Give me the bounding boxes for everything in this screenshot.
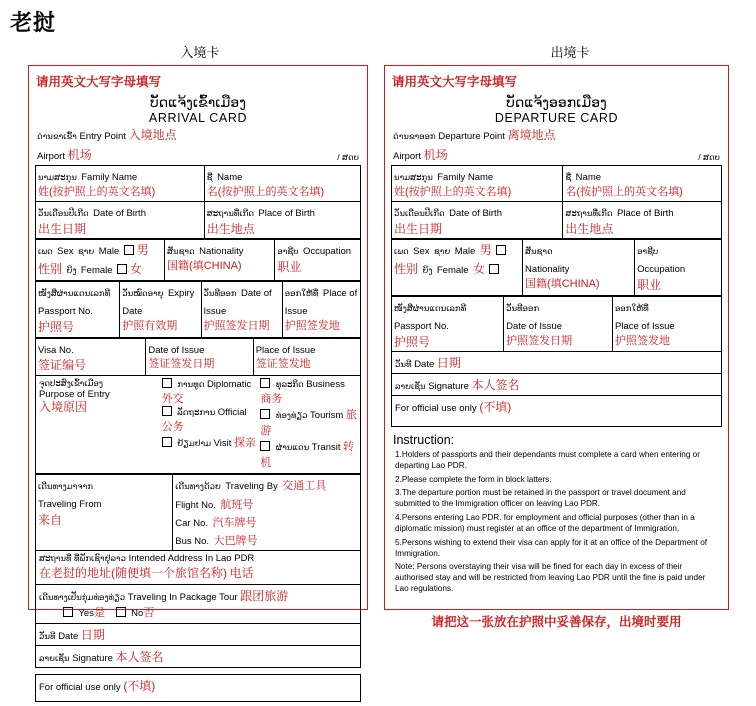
table-row (36, 240, 361, 281)
arrival-sex-row (35, 239, 361, 281)
dep-field-occupation[interactable] (635, 240, 722, 295)
package-tour-cn: 跟团旅游 (240, 589, 289, 604)
entry-point-en: Entry Point (79, 131, 126, 143)
dep-issue-date-lao: ວັນທີອອກ (506, 302, 540, 313)
departure-card (384, 65, 729, 610)
departure-name-row (391, 165, 722, 239)
dep-nationality-en: Nationality (525, 264, 570, 276)
bus-no-en: Bus No. (175, 535, 210, 547)
airport-en: Airport (37, 151, 65, 163)
dep-field-date[interactable] (391, 352, 722, 374)
dep-given-name-cn: 名(按护照上的英文名填) (565, 186, 683, 198)
dep-sex-lao: ເພດ (394, 246, 409, 257)
address-phone-cn: 电话 (229, 566, 254, 581)
field-visa-issue-place[interactable] (253, 338, 360, 375)
package-tour-yes-cn: 是 (93, 607, 105, 620)
table-row (392, 240, 722, 295)
car-no-cn: 汽车牌号 (212, 516, 257, 529)
arrival-airport-row (35, 145, 361, 165)
table-row (36, 338, 361, 375)
sex-female-cn: 女 (130, 262, 143, 277)
purpose-option-diplomatic[interactable] (162, 378, 259, 406)
departure-sex-row (391, 239, 722, 295)
table-row (36, 282, 361, 337)
business-lao: ທຸລະກິດ (275, 378, 304, 389)
dep-nationality-cn: 国籍(填CHINA) (525, 278, 600, 291)
traveling-by-lao: ເດີນທາງດ້ວຍ (175, 480, 221, 491)
official-lao: ລັດຖະການ (177, 406, 216, 417)
departure-point-cn: 离境地点 (507, 128, 556, 143)
visa-no-cn: 签证编号 (38, 358, 87, 373)
instruction-list (391, 450, 722, 595)
tourism-cn: 旅游 (260, 408, 357, 437)
arrival-travel-row (35, 474, 361, 552)
purpose-en: Purpose of Entry (39, 388, 110, 400)
dep-sex-female-en: Female (436, 265, 469, 277)
passport-issue-place-cn: 护照签发地 (284, 320, 340, 333)
dep-field-signature[interactable] (391, 374, 722, 396)
departure-point-row (391, 127, 722, 145)
family-name-lao: ນາມສະກຸນ (38, 172, 77, 183)
departure-point-lao: ດ່ານຂາອອກ (393, 131, 436, 142)
dep-field-nationality[interactable] (523, 240, 635, 295)
diplomatic-lao: ການທູດ (177, 378, 205, 389)
traveling-from-lao: ເດີນທາງມາຈາກ (38, 480, 93, 491)
purpose-option-official[interactable] (162, 406, 259, 434)
dep-sex-male-cn: 男 (479, 243, 492, 258)
package-tour-yes-en: Yes (78, 608, 94, 620)
dep-family-name-cn: 姓(按护照上的英文名填) (394, 186, 512, 198)
passport-issue-place-en: Place of Issue (284, 288, 358, 318)
purpose-col-1 (162, 378, 259, 470)
dep-pob-lao: ສະຖານທີ່ເກີດ (565, 208, 613, 219)
field-traveling-from[interactable] (36, 474, 173, 551)
departure-airport-row (391, 145, 722, 165)
dep-field-official-use (391, 396, 722, 427)
entry-point-cn: 入境地点 (128, 128, 177, 143)
dep-issue-date-en: Date of Issue (506, 320, 563, 332)
bus-no-cn: 大巴牌号 (213, 534, 258, 547)
dep-field-issue-date[interactable] (504, 296, 613, 351)
arrival-entry-point-row (35, 127, 361, 145)
passport-no-en: Passport No. (38, 306, 93, 318)
field-date-of-birth[interactable] (36, 202, 205, 239)
dep-dob-cn: 出生日期 (394, 222, 443, 237)
address-en: Intended Address In Lao PDR (128, 553, 255, 565)
dep-official-use-en: For official use only (395, 402, 477, 414)
nationality-en: Nationality (199, 246, 244, 258)
car-no-en: Car No. (175, 517, 208, 529)
tourism-checkbox[interactable] (260, 409, 270, 419)
dep-field-passport-no[interactable] (392, 296, 504, 351)
sex-male-lao: ຊາຍ (78, 246, 95, 257)
dep-field-place-of-birth[interactable] (563, 202, 722, 239)
traveling-from-en: Traveling From (38, 498, 102, 510)
purpose-option-business[interactable] (260, 378, 357, 406)
field-purpose-of-entry (35, 376, 361, 474)
dep-airport-right-lao: / ສດບ (698, 152, 720, 163)
field-place-of-birth[interactable] (204, 202, 360, 239)
occupation-lao: ອາຊີບ (277, 246, 299, 257)
arrival-name-row (35, 165, 361, 239)
sex-female-checkbox[interactable] (117, 264, 127, 274)
dep-nationality-lao: ສັນຊາດ (525, 246, 553, 257)
arrival-lao-title: ບັດແຈ້ງເຂົ້າເມືອງ (150, 94, 246, 110)
instruction-item: 2.Please complete the form in block latters. (395, 474, 552, 484)
sex-female-lao: ຍິງ (66, 265, 77, 276)
field-intended-address[interactable] (35, 551, 361, 585)
dep-family-name-en: Family Name (437, 172, 494, 184)
dep-airport-en: Airport (393, 151, 421, 163)
dep-sex-male-en: Male (454, 246, 476, 258)
dep-family-name-lao: ນາມສະກຸນ (394, 172, 433, 183)
instruction-note: Note: Persons overstaying their visa will be fined for each day in excess of their authorised stay and will be restricted from leaving Lao PDR until the fine is paid under Lao regulations. (395, 562, 706, 593)
visit-cn: 探亲 (233, 436, 256, 449)
passport-issue-date-en: Date of Issue (203, 288, 272, 318)
entry-point-lao: ດ່ານຂາເຂົ້າ (37, 131, 77, 142)
visa-no-en: Visa No. (38, 344, 74, 356)
field-occupation[interactable] (275, 240, 361, 281)
field-passport-issue-place[interactable] (282, 282, 360, 337)
passport-issue-date-cn: 护照签发日期 (203, 320, 270, 333)
sex-lao: ເພດ (38, 246, 53, 257)
dep-official-use-cn: (不填) (479, 399, 512, 414)
package-tour-no-en: No (131, 608, 144, 620)
date-cn: 日期 (80, 628, 105, 643)
dep-signature-lao: ລາຍເຊັນ (395, 380, 426, 391)
tourism-en: Tourism (310, 409, 344, 421)
table-row (392, 296, 722, 351)
field-package-tour[interactable] (35, 585, 361, 624)
departure-lao-title: ບັດແຈ້ງອອກເມືອງ (506, 94, 607, 110)
family-name-cn: 姓(按护照上的英文名填) (38, 186, 156, 198)
dep-issue-place-lao: ອອກໃຫ້ທີ່ (615, 302, 649, 313)
sex-en: Sex (57, 246, 74, 258)
dep-date-en: Date (414, 358, 435, 370)
package-tour-no-checkbox[interactable] (116, 607, 126, 617)
occupation-cn: 职业 (277, 260, 302, 275)
dep-occupation-lao: ອາຊີບ (637, 246, 659, 257)
dep-given-name-lao: ຊື່ (565, 172, 572, 183)
table-row (392, 166, 722, 202)
table-row (392, 202, 722, 239)
dep-passport-no-lao: ໜັງສືຜ່ານແດນເລກທີ (394, 302, 467, 313)
visit-en: Visit (213, 437, 232, 449)
official-use-cn: (不填) (123, 679, 156, 694)
dep-occupation-en: Occupation (637, 264, 686, 276)
dep-field-date-of-birth[interactable] (392, 202, 563, 239)
dep-signature-en: Signature (428, 380, 469, 392)
given-name-cn: 名(按护照上的英文名填) (206, 186, 325, 198)
transit-en: Transit (311, 441, 341, 453)
dob-cn: 出生日期 (38, 222, 87, 237)
field-passport-expiry[interactable] (120, 282, 201, 337)
visa-issue-date-en: Date of Issue (148, 344, 205, 356)
official-cn: 公务 (161, 420, 184, 433)
pob-en: Place of Birth (258, 208, 315, 220)
sex-female-en: Female (80, 265, 113, 277)
passport-no-lao: ໜັງສືຜ່ານແດນເລກທີ (38, 288, 111, 299)
purpose-label (39, 378, 160, 470)
signature-cn: 本人签名 (115, 650, 164, 665)
table-row (36, 202, 361, 239)
arrival-notice: 请用英文大写字母填写 (36, 75, 162, 89)
traveling-by-en: Traveling By (225, 480, 278, 492)
field-passport-issue-date[interactable] (201, 282, 282, 337)
passport-issue-date-lao: ວັນທີອອກ (203, 288, 237, 299)
family-name-en: Family Name (81, 172, 138, 184)
sex-male-cn: 男 (136, 243, 149, 258)
signature-lao: ລາຍເຊັນ (39, 653, 70, 664)
given-name-lao: ຊື່ (206, 172, 213, 183)
dep-airport-cn: 机场 (423, 148, 448, 163)
dep-passport-no-en: Passport No. (394, 320, 449, 332)
traveling-from-cn: 来自 (38, 512, 63, 527)
departure-en-title: DEPARTURE CARD (494, 111, 619, 126)
expiry-lao: ວັນໝົດອາຍຸ (122, 288, 164, 299)
field-nationality[interactable] (165, 240, 275, 281)
visit-lao: ຢ້ຽມຢາມ (177, 437, 212, 448)
airport-right-lao: / ສດບ (337, 152, 359, 163)
dep-field-sex[interactable] (392, 240, 523, 295)
dep-occupation-cn: 职业 (637, 278, 662, 293)
diplomatic-checkbox[interactable] (162, 378, 172, 388)
sex-cn: 性别 (38, 262, 63, 277)
purpose-col-2 (260, 378, 357, 470)
traveling-by-cn: 交通工具 (282, 479, 327, 492)
instruction-item: 3.The departure portion must be retained in the passport or travel document and submitted to the Immigration officer on leaving Lao PDR. (395, 488, 686, 509)
visa-issue-place-en: Place of Issue (255, 344, 316, 356)
purpose-cn: 入境原因 (39, 399, 88, 414)
dob-en: Date of Birth (93, 208, 146, 220)
dep-passport-no-cn: 护照号 (394, 334, 431, 349)
purpose-option-visit[interactable] (162, 434, 259, 450)
flight-no-cn: 航班号 (220, 498, 254, 511)
package-tour-en: Traveling In Package Tour (127, 592, 238, 604)
package-tour-yes-checkbox[interactable] (63, 607, 73, 617)
dep-pob-cn: 出生地点 (565, 222, 614, 237)
dep-dob-en: Date of Birth (449, 208, 502, 220)
address-cn: 在老挝的地址(随便填一个旅馆名称) (39, 566, 227, 581)
passport-no-cn: 护照号 (38, 320, 75, 335)
field-sex[interactable] (36, 240, 165, 281)
dep-sex-male-lao: ຊາຍ (434, 246, 451, 257)
nationality-lao: ສັນຊາດ (167, 246, 195, 257)
field-given-name[interactable] (204, 166, 360, 202)
pob-lao: ສະຖານທີ່ເກີດ (206, 208, 254, 219)
signature-en: Signature (72, 653, 113, 665)
instruction-item: 1.Holders of passports and their dependants must complete a card when entering or departing Lao PDR. (395, 449, 700, 470)
dep-issue-place-cn: 护照签发地 (615, 334, 671, 347)
dep-sex-en: Sex (413, 246, 430, 258)
given-name-en: Name (217, 172, 243, 184)
page-title: 老挝 (10, 10, 57, 35)
arrival-card (28, 65, 368, 694)
diplomatic-en: Diplomatic (206, 378, 252, 390)
transit-checkbox[interactable] (260, 441, 270, 451)
dep-issue-place-en: Place of Issue (615, 320, 675, 332)
diplomatic-cn: 外交 (161, 392, 184, 405)
dep-given-name-en: Name (575, 172, 602, 184)
dep-pob-en: Place of Birth (617, 208, 674, 220)
purpose-lao: ຈຸດປະສົງເຂົ້າເມືອງ (39, 377, 104, 388)
column-heading-departure: 出境卡 (550, 45, 590, 60)
dep-dob-lao: ວັນເດືອນປີເກີດ (394, 208, 445, 219)
departure-notice: 请用英文大写字母填写 (392, 75, 518, 89)
field-official-use (35, 674, 361, 702)
field-signature[interactable] (35, 646, 361, 668)
dep-signature-cn: 本人签名 (471, 377, 520, 392)
instruction-item: 4.Persons entering Lao PDR. for employment and official purposes (other than in a diplomatic mission) must register at an office of the department of Immigration. (395, 513, 695, 533)
date-lao: ວັນທີ (39, 631, 56, 642)
field-visa-no[interactable] (36, 338, 146, 375)
package-tour-lao: ເດີນທາງເປັນກຸ່ມທ່ອງທ່ຽວ (39, 592, 126, 603)
instruction-item: 5.Persons wishing to extend their visa can apply for it at an office of the Department of Immigration. (395, 537, 708, 558)
dep-issue-date-cn: 护照签发日期 (506, 334, 573, 347)
purpose-option-transit[interactable] (260, 438, 357, 470)
dep-sex-female-checkbox[interactable] (489, 264, 499, 274)
dep-date-lao: ວັນທີ (395, 358, 412, 369)
arrival-en-title: ARRIVAL CARD (148, 111, 248, 126)
dep-sex-cn: 性别 (394, 262, 419, 277)
field-visa-issue-date[interactable] (146, 338, 253, 375)
dob-lao: ວັນເດືອນປີເກີດ (38, 208, 89, 219)
flight-no-en: Flight No. (175, 499, 216, 511)
dep-sex-female-cn: 女 (473, 262, 486, 277)
visit-checkbox[interactable] (162, 437, 172, 447)
business-cn: 商务 (260, 392, 283, 405)
address-lao: ສະຖານທີ່ ທີ່ພັກເຊົາຢູ່ລາວ (39, 553, 126, 564)
pob-cn: 出生地点 (206, 222, 255, 237)
dep-sex-female-lao: ຍິງ (422, 265, 433, 276)
date-en: Date (58, 631, 79, 643)
table-row (36, 166, 361, 202)
transit-cn: 转机 (260, 440, 354, 469)
official-en: Official (217, 406, 247, 418)
passport-issue-place-lao: ອອກໃຫ້ທີ່ (284, 288, 319, 299)
dep-field-issue-place[interactable] (613, 296, 722, 351)
business-en: Business (306, 378, 345, 390)
tourism-lao: ທ່ອງທ່ຽວ (275, 409, 308, 420)
official-use-en: For official use only (39, 682, 121, 694)
arrival-passport-row (35, 281, 361, 337)
sex-male-checkbox[interactable] (124, 245, 134, 255)
field-passport-no[interactable] (36, 282, 120, 337)
field-traveling-by[interactable] (173, 474, 361, 551)
dep-sex-male-checkbox[interactable] (496, 245, 506, 255)
occupation-en: Occupation (302, 246, 352, 258)
expiry-cn: 护照有效期 (122, 320, 178, 333)
business-checkbox[interactable] (260, 378, 270, 388)
departure-passport-row (391, 296, 722, 352)
dep-field-given-name[interactable] (563, 166, 722, 202)
departure-footer-note: 请把这一张放在护照中妥善保存，出境时要用 (431, 615, 682, 629)
expiry-en: Expiry Date (122, 288, 195, 318)
arrival-visa-row (35, 338, 361, 376)
package-tour-no-cn: 否 (143, 607, 155, 620)
instruction-title: Instruction: (393, 432, 455, 447)
purpose-option-tourism[interactable] (260, 406, 357, 438)
official-checkbox[interactable] (162, 406, 172, 416)
visa-issue-date-cn: 签证签发日期 (148, 358, 215, 371)
field-family-name[interactable] (36, 166, 205, 202)
table-row (36, 474, 361, 551)
airport-cn: 机场 (67, 148, 92, 163)
visa-issue-place-cn: 签证签发地 (255, 358, 311, 371)
dep-field-family-name[interactable] (392, 166, 563, 202)
transit-lao: ຜ່ານແດນ (275, 441, 310, 452)
dep-date-cn: 日期 (436, 355, 461, 370)
sex-male-en: Male (98, 246, 120, 258)
departure-point-en: Departure Point (438, 131, 505, 143)
field-date[interactable] (35, 624, 361, 646)
nationality-cn: 国籍(填CHINA) (167, 260, 242, 273)
column-heading-arrival: 入境卡 (180, 45, 220, 60)
